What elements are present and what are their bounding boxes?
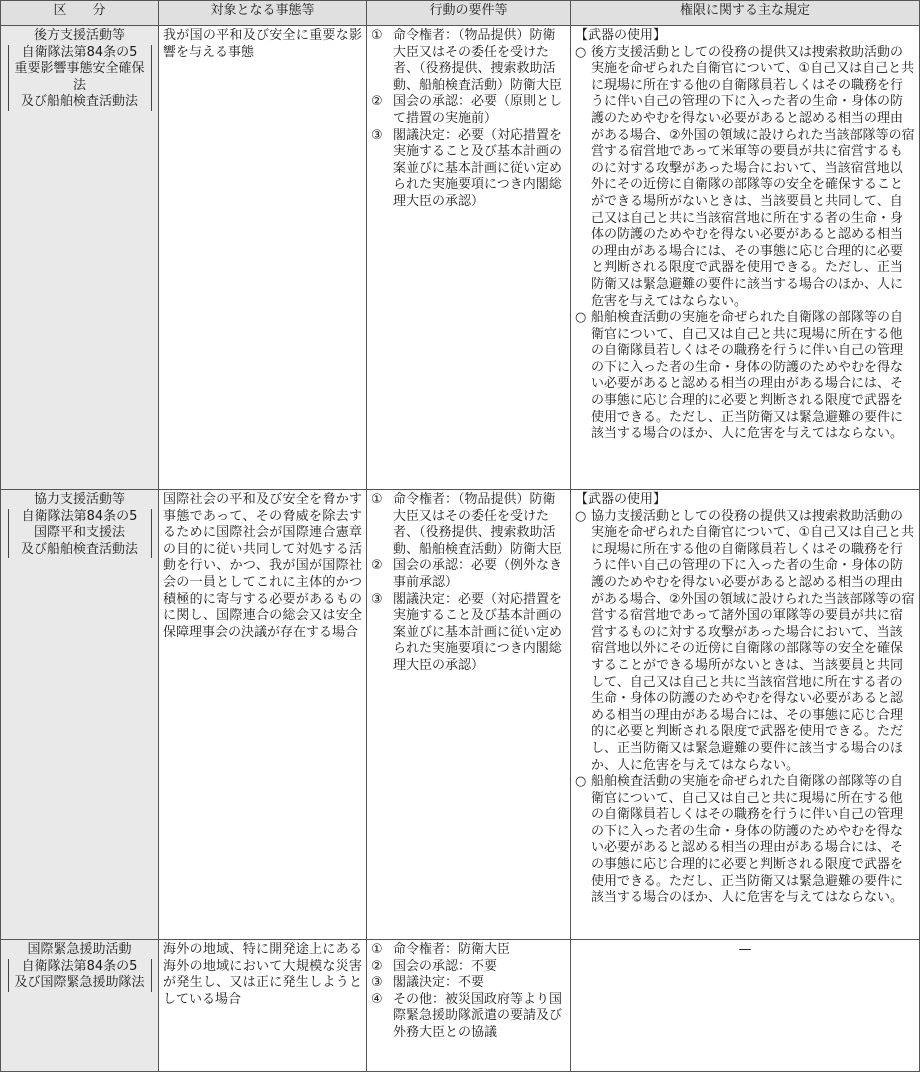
authority-cell xyxy=(571,490,920,940)
law-line: 重要影響事態安全確保法 xyxy=(14,61,145,93)
situation-cell: 海外の地域、特に開発途上にある海外の地域において大規模な災害が発生し、又は正に発生しようとしている場合 xyxy=(159,940,367,1072)
situation-cell: 我が国の平和及び安全に重要な影響を与える事態 xyxy=(159,26,367,490)
category-cell xyxy=(1,490,159,940)
category-cell xyxy=(1,26,159,490)
authority-item: ○ 協力支援活動としての役務の提供又は捜索救助活動の実施を命ぜられた自衛官について、①自己又は自己と共に現場に所在する他の自衛隊員若しくはその職務を行うに伴い自己の管理の下に入った者の生命・身体の防護のためやむを得ない必要があると認める相当の理由がある場合、②外国の領域に設けられた当該部隊等の宿営する宿営地であって諸外国の軍隊等の要員が共に宿営するものに対する攻撃があった場合において、当該宿営地以外にその近傍に自衛隊の部隊等の安全を確保することができる場所がないときは、当該要員と共同して、自己又は自己と共に当該宿営地に所在する者の生命・身体の防護のためやむを得ない必要があると認める相当の理由がある場合には、その事態に応じ合理的に必要と判断される限度で武器を使用できる。ただし、正当防衛又は緊急避難の要件に該当する場合のほか、人に危害を与えてはならない。 xyxy=(575,508,915,773)
law-bracket xyxy=(8,45,152,111)
law-bracket xyxy=(8,959,152,992)
authority-heading: 【武器の使用】 xyxy=(575,492,667,507)
category-title: 協力支援活動等 xyxy=(33,492,125,507)
requirement-item: ① 命令権者：防衛大臣 xyxy=(371,942,511,957)
header-category: 区 分 xyxy=(1,1,159,26)
law-line: 自衛隊法第84条の5 xyxy=(21,508,138,524)
requirements-cell xyxy=(367,490,571,940)
law-line: 自衛隊法第84条の5 xyxy=(21,958,138,974)
authority-item: ○ 船舶検査活動の実施を命ぜられた自衛隊の部隊等の自衛官について、自己又は自己と共に現場に所在する他の自衛隊員若しくはその職務を行うに伴い自己の管理の下に入った者の生命・身体の防護のためやむを得ない必要があると認める相当の理由がある場合には、その事態に応じ合理的に必要と判断される限度で武器を使用できる。ただし、正当防衛又は緊急避難の要件に該当する場合のほか、人に危害を与えてはならない。 xyxy=(575,774,904,906)
table-row xyxy=(1,940,920,1072)
requirements-cell xyxy=(367,940,571,1072)
table-row xyxy=(1,26,920,490)
requirement-item: ③ 閣議決定：必要（対応措置を実施すること及び基本計画の案並びに基本計画に従い定められた実施要項につき内閣総理大臣の承認） xyxy=(371,127,563,209)
requirement-item: ③ 閣議決定：必要（対応措置を実施すること及び基本計画の案並びに基本計画に従い定められた実施要項につき内閣総理大臣の承認） xyxy=(371,591,563,673)
requirements-cell xyxy=(367,26,571,490)
requirement-item: ① 命令権者：（物品提供）防衛大臣又はその委任を受けた者、（役務提供、捜索救助活動、船舶検査活動）防衛大臣 xyxy=(371,492,563,557)
header-row xyxy=(1,1,920,26)
law-bracket xyxy=(8,509,152,559)
law-line: 及び国際緊急援助隊法 xyxy=(14,975,145,991)
law-line: 及び船舶検査活動法 xyxy=(20,541,138,557)
authority-item: ○ 後方支援活動としての役務の提供又は捜索救助活動の実施を命ぜられた自衛官について、①自己又は自己と共に現場に所在する他の自衛隊員若しくはその職務を行うに伴い自己の管理の下に入った者の生命・身体の防護のためやむを得ない必要があると認める相当の理由がある場合、②外国の領域に設けられた当該部隊等の宿営する宿営地であって米軍等の要員が共に宿営するものに対する攻撃があった場合において、当該宿営地以外にその近傍に自衛隊の部隊等の安全を確保することができる場所がないときは、当該要員と共同して、自己又は自己と共に当該宿営地に所在する者の生命・身体の防護のためやむを得ない必要があると認める相当の理由がある場合には、その事態に応じ合理的に必要と判断される限度で武器を使用できる。ただし、正当防衛又は緊急避難の要件に該当する場合のほか、人に危害を与えてはならない。 xyxy=(575,44,915,309)
requirement-item: ② 国会の承認：必要（例外なき事前承認） xyxy=(371,558,563,590)
category-title: 後方支援活動等 xyxy=(33,28,125,43)
authority-item: ○ 船舶検査活動の実施を命ぜられた自衛隊の部隊等の自衛官について、自己又は自己と共に現場に所在する他の自衛隊員若しくはその職務を行うに伴い自己の管理の下に入った者の生命・身体の防護のためやむを得ない必要があると認める相当の理由がある場合には、その事態に応じ合理的に必要と判断される限度で武器を使用できる。ただし、正当防衛又は緊急避難の要件に該当する場合のほか、人に危害を与えてはならない。 xyxy=(575,310,904,442)
header-situation: 対象となる事態等 xyxy=(159,1,367,26)
category-title: 国際緊急援助活動 xyxy=(27,942,132,957)
requirement-item: ③ 閣議決定：不要 xyxy=(371,975,485,991)
header-requirements: 行動の要件等 xyxy=(367,1,571,26)
law-line: 及び船舶検査活動法 xyxy=(20,94,138,110)
law-line: 自衛隊法第84条の5 xyxy=(21,44,138,60)
requirement-item: ② 国会の承認：不要 xyxy=(371,958,498,974)
law-line: 国際平和支援法 xyxy=(33,525,125,541)
authority-heading: 【武器の使用】 xyxy=(575,28,667,43)
category-cell xyxy=(1,940,159,1072)
situation-cell: 国際社会の平和及び安全を脅かす事態であって、その脅威を除去するために国際社会が国際連合憲章の目的に従い共同して対処する活動を行い、かつ、我が国が国際社会の一員としてこれに主体的かつ積極的に寄与する必要があるものに関し、国際連合の総会又は安全保障理事会の決議が存在する場合 xyxy=(159,490,367,940)
table-row xyxy=(1,490,920,940)
requirement-item: ④ その他：被災国政府等より国際緊急援助隊派遣の要請及び外務大臣との協議 xyxy=(371,991,563,1040)
requirement-item: ① 命令権者：（物品提供）防衛大臣又はその委任を受けた者、（役務提供、捜索救助活動、船舶検査活動）防衛大臣 xyxy=(371,28,563,93)
authority-cell xyxy=(571,26,920,490)
authority-cell-empty: — xyxy=(571,940,920,1072)
header-authority: 権限に関する主な規定 xyxy=(571,1,920,26)
requirement-item: ② 国会の承認：必要（原則として措置の実施前） xyxy=(371,94,563,126)
